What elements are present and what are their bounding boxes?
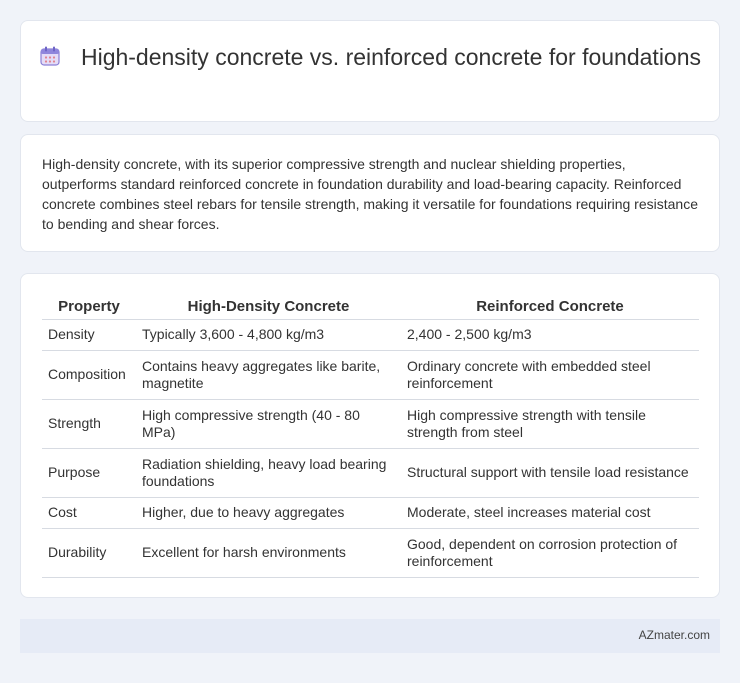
header-high-density: High-Density Concrete [136,295,401,319]
property-cell: Strength [42,399,136,448]
page-title: High-density concrete vs. reinforced concrete for foundations [80,44,702,70]
high-density-cell: Contains heavy aggregates like barite, magnetite [136,350,401,399]
reinforced-cell: Moderate, steel increases material cost [401,497,699,528]
property-cell: Composition [42,350,136,399]
title-wrap [21,43,719,72]
reinforced-cell: High compressive strength with tensile strength from steel [401,399,699,448]
table-header-row [42,295,699,319]
table-row [42,319,699,350]
reinforced-cell: Structural support with tensile load resistance [401,448,699,497]
reinforced-cell: Ordinary concrete with embedded steel reinforcement [401,350,699,399]
property-cell: Purpose [42,448,136,497]
table-row [42,497,699,528]
property-cell: Cost [42,497,136,528]
comparison-table [42,295,699,578]
intro-card [20,134,720,252]
table-row [42,399,699,448]
reinforced-cell: Good, dependent on corrosion protection of reinforcement [401,528,699,577]
property-cell: Durability [42,528,136,577]
high-density-cell: Radiation shielding, heavy load bearing foundations [136,448,401,497]
table-row [42,528,699,577]
high-density-cell: Higher, due to heavy aggregates [136,497,401,528]
table-row [42,448,699,497]
footer-site-label: AZmater.com [638,628,710,642]
property-cell: Density [42,319,136,350]
intro-paragraph: High-density concrete, with its superior compressive strength and nuclear shielding properties, outperforms standard reinforced concrete in foundation durability and load-bearing capacity. Reinforced concrete combines steel rebars for tensile strength, making it versatile for foundations requiring resistance to bending and shear forces. [42,156,698,232]
header-reinforced: Reinforced Concrete [401,295,699,319]
calendar-icon [39,45,61,67]
high-density-cell: High compressive strength (40 - 80 MPa) [136,399,401,448]
high-density-cell: Excellent for harsh environments [136,528,401,577]
comparison-card [20,273,720,598]
header-property: Property [42,295,136,319]
title-card [20,20,720,122]
high-density-cell: Typically 3,600 - 4,800 kg/m3 [136,319,401,350]
reinforced-cell: 2,400 - 2,500 kg/m3 [401,319,699,350]
table-row [42,350,699,399]
footer-bar [20,619,720,653]
